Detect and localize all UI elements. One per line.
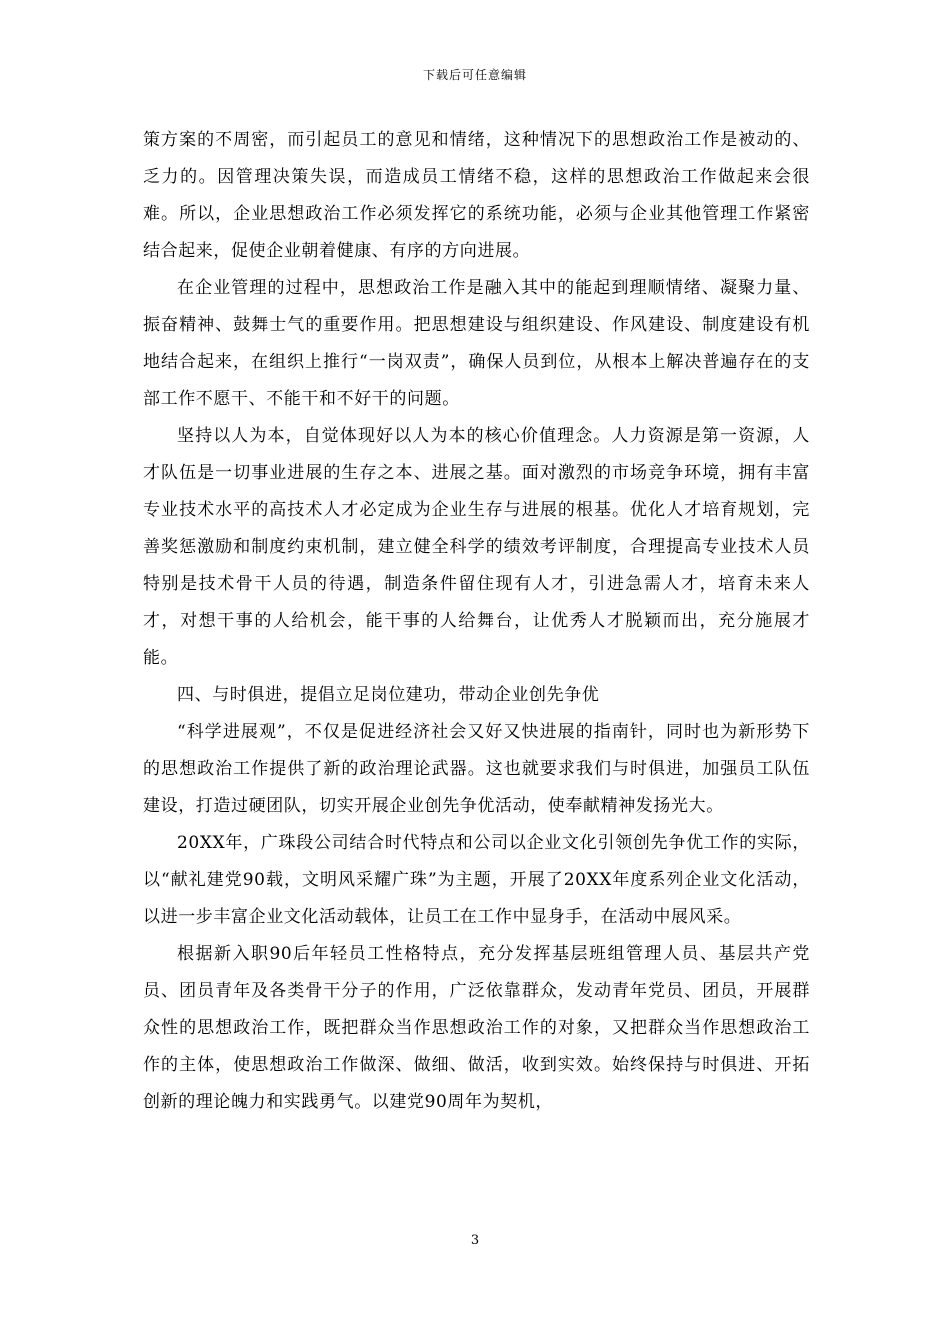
paragraph-scientific-outlook: “科学进展观”，不仅是促进经济社会又好又快进展的指南针，同时也为新形势下的思想政治工作提供了新的政治理论武器。这也就要求我们与时俱进，加强员工队伍建设，打造过硬团队，切实开展企业创先争优活动，使奉献精神发扬光大。 [143, 722, 810, 816]
paragraph-culture-activities: 20XX年，广珠段公司结合时代特点和公司以企业文化引领创先争优工作的实际，以“献礼建党90载，文明风采耀广珠”为主题，开展了20XX年度系列企业文化活动，以进一步丰富企业文化活动载体，让员工在工作中显身手，在活动中展风采。 [143, 833, 810, 927]
paragraph-people-oriented: 坚持以人为本，自觉体现好以人为本的核心价值理念。人力资源是第一资源，人才队伍是一切事业进展的生存之本、进展之基。面对激烈的市场竞争环境，拥有丰富专业技术水平的高技术人才必定成为企业生存与进展的根基。优化人才培育规划，完善奖惩激励和制度约束机制，建立健全科学的绩效考评制度，合理提高专业技术人员特别是技术骨干人员的待遇，制造条件留住现有人才，引进急需人才，培育未来人才，对想干事的人给机会，能干事的人给舞台，让优秀人才脱颖而出，充分施展才能。 [143, 426, 810, 668]
paragraph-management-process: 在企业管理的过程中，思想政治工作是融入其中的能起到理顺情绪、凝聚力量、振奋精神、鼓舞士气的重要作用。把思想建设与组织建设、作风建设、制度建设有机地结合起来，在组织上推行“一岗双责”，确保人员到位，从根本上解决普遍存在的支部工作不愿干、不能干和不好干的问题。 [143, 278, 810, 409]
paragraph-young-staff: 根据新入职90后年轻员工性格特点，充分发挥基层班组管理人员、基层共产党员、团员青年及各类骨干分子的作用，广泛依靠群众，发动青年党员、团员，开展群众性的思想政治工作，既把群众当作思想政治工作的对象，又把群众当作思想政治工作的主体，使思想政治工作做深、做细、做活，收到实效。始终保持与时俱进、开拓创新的理论魄力和实践勇气。以建党90周年为契机， [143, 944, 810, 1112]
document-body [143, 122, 810, 1121]
paragraph-continuation: 策方案的不周密，而引起员工的意见和情绪，这种情况下的思想政治工作是被动的、乏力的。因管理决策失误，而造成员工情绪不稳，这样的思想政治工作做起来会很难。所以，企业思想政治工作必须发挥它的系统功能，必须与企业其他管理工作紧密结合起来，促使企业朝着健康、有序的方向进展。 [143, 130, 810, 261]
page-header: 下载后可任意编辑 [422, 68, 527, 82]
page-number: 3 [470, 1233, 480, 1248]
section-heading-four: 四、与时俱进，提倡立足岗位建功，带动企业创先争优 [177, 685, 600, 705]
